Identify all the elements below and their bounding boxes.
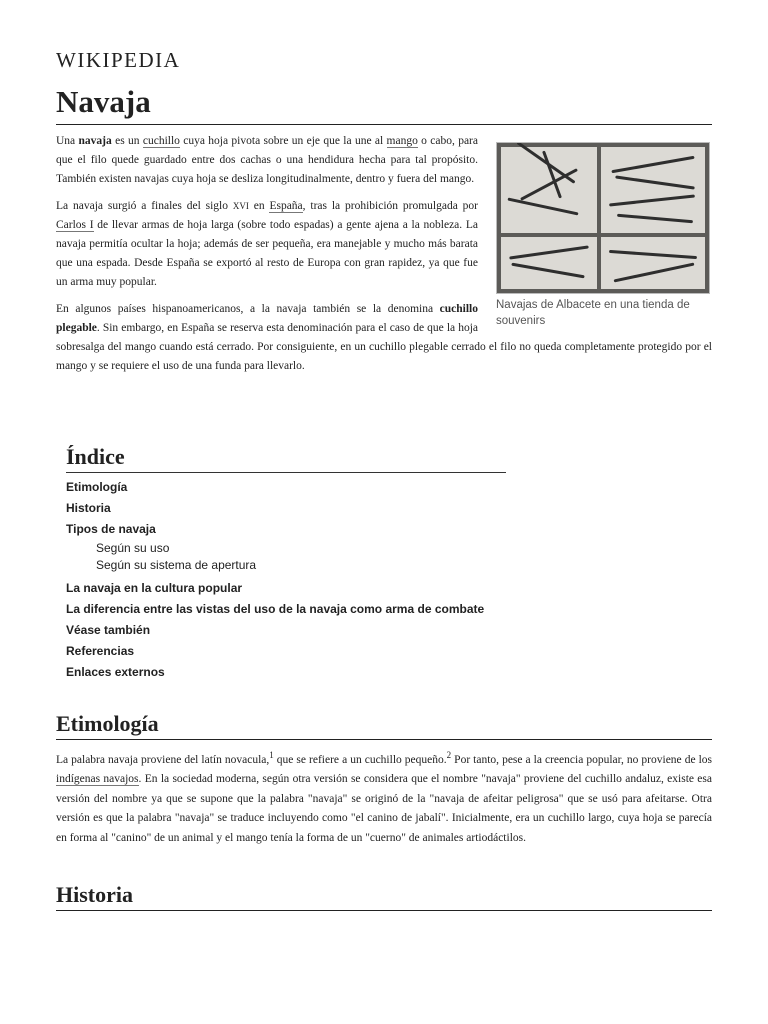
page-title: Navaja <box>56 84 712 125</box>
toc-item[interactable]: Referencias <box>66 644 135 658</box>
section-heading-etimologia: Etimología <box>56 711 712 740</box>
toc-subitem[interactable]: Según su uso <box>96 541 170 555</box>
inline-link[interactable]: indígenas navajos <box>56 773 139 786</box>
toc-item[interactable]: Véase también <box>66 623 151 637</box>
toc-item[interactable]: Enlaces externos <box>66 665 165 679</box>
inline-link[interactable]: mango <box>386 135 418 147</box>
text-run: es un <box>111 135 143 147</box>
figure-caption: Navajas de Albacete en una tienda de souvenirs <box>496 299 690 327</box>
bold-term: cuchillo plegable <box>56 303 478 334</box>
reference-link[interactable]: 2 <box>446 750 452 760</box>
toc-list <box>66 477 506 683</box>
text-run: En algunos países hispanoamericanos, a la navaja también se la denomina <box>56 303 440 315</box>
text-run: . Sin embargo, en España se reserva esta denominación para el caso de que la hoja sobresalga del mango cuando está cerrado. Por consiguiente, en un cuchillo plegable cerrado el filo no queda completamente protegido por el mango y se requiere el uso de una funda para llevarlo. <box>56 322 712 372</box>
text-run: , tras la prohibición promulgada por <box>302 200 478 212</box>
century-numeral: XVI <box>232 201 249 211</box>
navajas-photo[interactable] <box>496 142 710 294</box>
text-run: que se refiere a un cuchillo pequeño. <box>273 753 447 766</box>
inline-link[interactable]: Carlos I <box>56 219 94 231</box>
text-run: en <box>248 200 270 212</box>
bold-term: navaja <box>78 135 112 147</box>
toc-item[interactable]: Historia <box>66 501 111 515</box>
toc-item[interactable]: Tipos de navaja <box>66 522 156 536</box>
section-heading-historia: Historia <box>56 882 712 911</box>
etimologia-paragraph <box>56 746 712 848</box>
text-run: . En la sociedad moderna, según otra versión se considera que el nombre "navaja" proviene del cuchillo andaluz, existe esa versión del nombre ya que se supone que la palabra "navaja" se originó de la "navaja de afeitar peligrosa" que se usó para afeitarse. Otra versión es que la palabra "navaja" se traduce incluyendo como "el canino de jabalí". Inicialmente, era un cuchillo largo, cuya hoja se parecía en forma al "canino" de un animal y el mango tenía la forma de un "cuerno" de animales artiodáctilos. <box>56 773 712 844</box>
article-intro <box>56 132 712 384</box>
toc-subitem[interactable]: Según su sistema de apertura <box>96 558 257 572</box>
toc-item[interactable]: Etimología <box>66 480 128 494</box>
toc-title: Índice <box>66 444 506 473</box>
inline-link[interactable]: cuchillo <box>142 135 180 147</box>
toc-item[interactable]: La diferencia entre las vistas del uso de la navaja como arma de combate <box>66 602 485 616</box>
text-run: Por tanto, pese a la creencia popular, no proviene de los <box>451 753 712 766</box>
text-run: cuya hoja pivota sobre un eje que la une al <box>179 135 387 147</box>
thumbnail-figure <box>496 142 712 329</box>
text-run: Una <box>56 135 79 147</box>
wikipedia-logo[interactable]: WIKIPEDIA <box>56 48 181 72</box>
text-run: La palabra navaja proviene del latín novacula, <box>56 753 270 766</box>
inline-link[interactable]: España <box>269 200 303 212</box>
toc-item[interactable]: La navaja en la cultura popular <box>66 581 243 595</box>
text-run: o cabo, para que el filo quede guardado entre dos cachas o una hendidura hecha para tal propósito. También existen navajas cuya hoja se desliza longitudinalmente, dentro y fuera del mango. <box>56 135 478 185</box>
table-of-contents <box>66 444 506 683</box>
text-run: de llevar armas de hoja larga (sobre todo espadas) a gente ajena a la nobleza. La navaja permitía ocultar la hoja; además de ser pequeña, era manejable y mucho más barata que una espada. Desde España se exportó al resto de Europa con gran rapidez, ya que fue un arma muy popular. <box>56 219 478 288</box>
reference-link[interactable]: 1 <box>269 750 274 760</box>
text-run: La navaja surgió a finales del siglo <box>56 200 233 212</box>
